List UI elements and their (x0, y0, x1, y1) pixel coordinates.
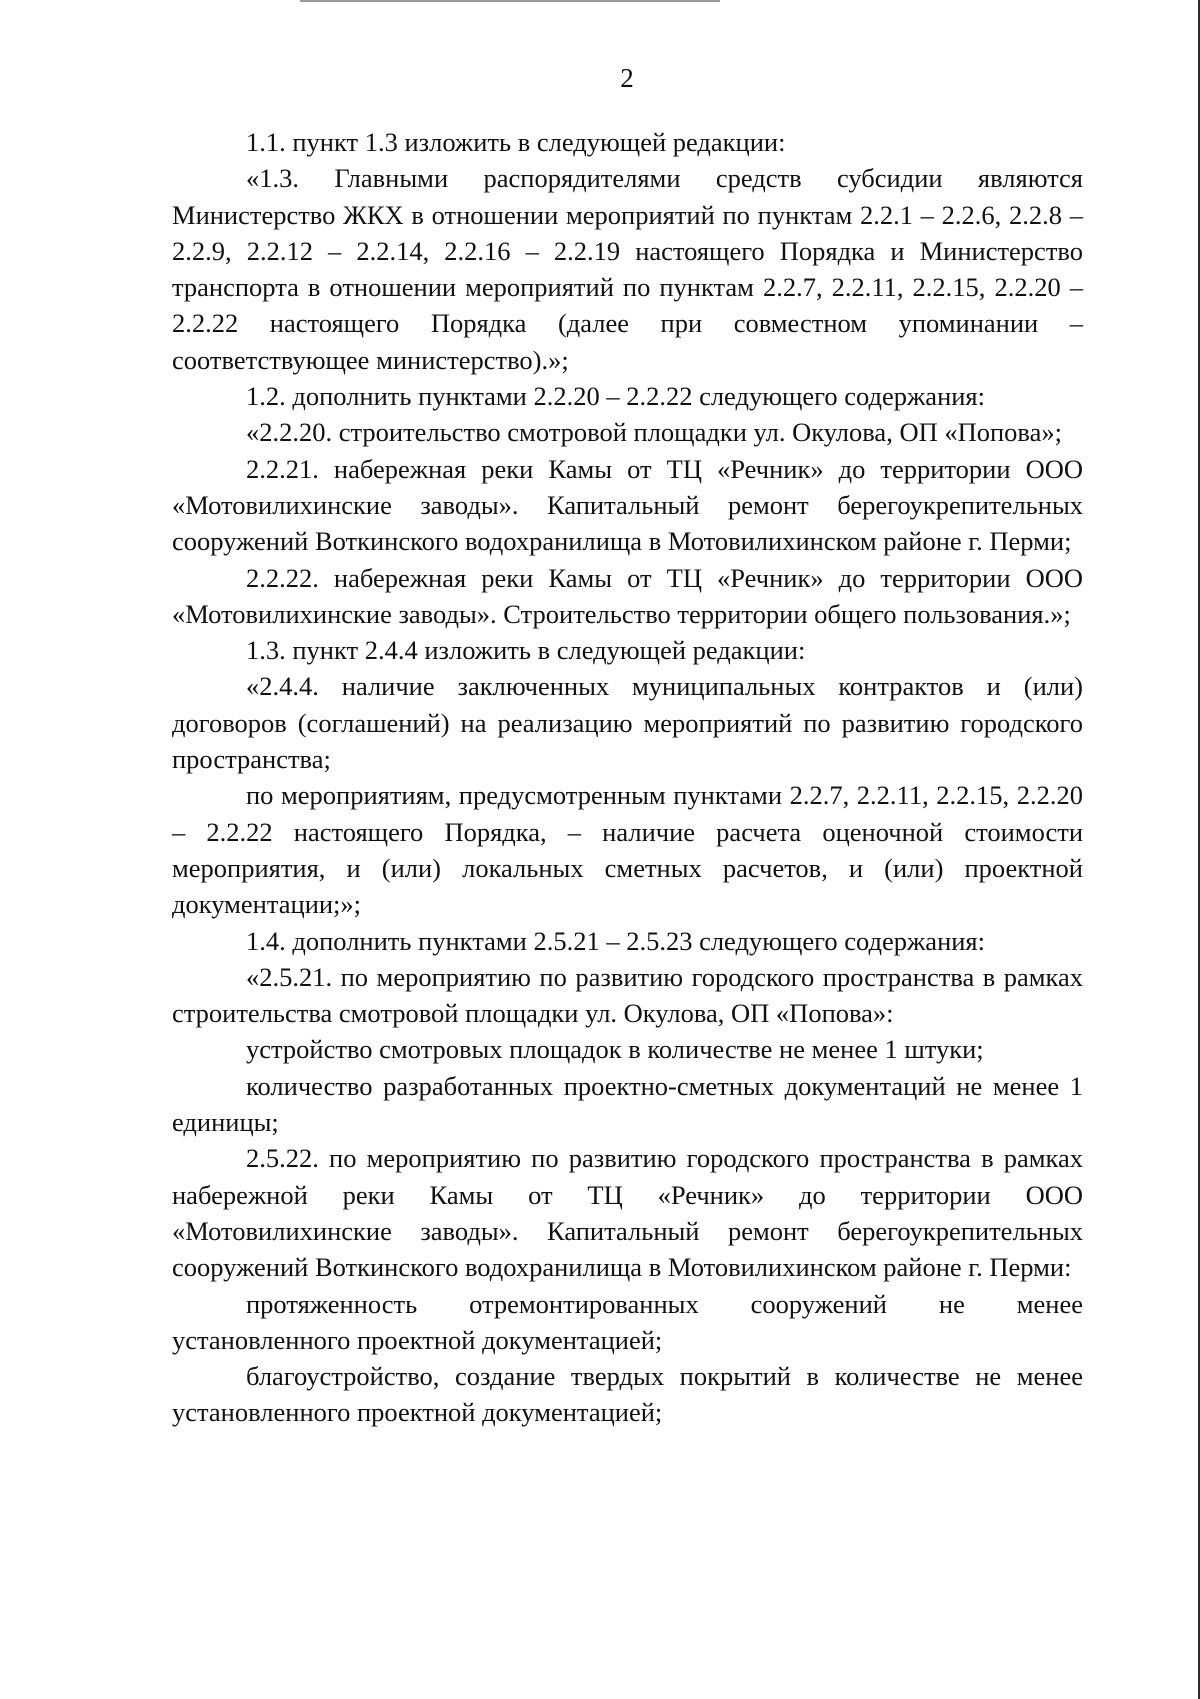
paragraph-2-5-22: 2.5.22. по мероприятию по развитию городского пространства в рамках набережной реки Камы от ТЦ «Речник» до территории ООО «Мотовилихинские заводы». Капитальный ремонт берегоукрепительных сооружений Воткинского водохранилища в Мотовилихинском районе г. Перми: (172, 1143, 1083, 1283)
paragraph-1-2: 1.2. дополнить пунктами 2.2.20 – 2.2.22 следующего содержания: (246, 381, 985, 412)
scan-edge-top (300, 0, 720, 2)
paragraph-1-3: 1.3. пункт 2.4.4 изложить в следующей редакции: (246, 635, 806, 666)
paragraph-2-4-4-continued: по мероприятиям, предусмотренным пунктами 2.2.7, 2.2.11, 2.2.15, 2.2.20 – 2.2.22 настоящего Порядка, – наличие расчета оценочной стоимости мероприятия, и (или) локальных сметных расчетов, и (или) проектной документации;»; (172, 780, 1083, 920)
paragraph-length-structures: протяженность отремонтированных сооружений не менее установленного проектной документацией; (172, 1288, 1083, 1355)
paragraph-1-1: 1.1. пункт 1.3 изложить в следующей редакции: (246, 127, 786, 157)
paragraph-2-2-22: 2.2.22. набережная реки Камы от ТЦ «Речник» до территории ООО «Мотовилихинские заводы». Строительство территории общего пользования.»; (172, 562, 1083, 629)
paragraph-1-4: 1.4. дополнить пунктами 2.5.21 – 2.5.23 следующего содержания: (246, 925, 985, 956)
paragraph-1-3-text: «1.3. Главными распорядителями средств субсидии являются Министерство ЖКХ в отношении мероприятий по пунктам 2.2.1 – 2.2.6, 2.2.8 – 2.2.9, 2.2.12 – 2.2.14, 2.2.16 – 2.2.19 настоящего Порядка и Министерство транспорта в отношении мероприятий по пунктам 2.2.7, 2.2.11, 2.2.15, 2.2.20 – 2.2.22 настоящего Порядка (далее при совместном упоминании – соответствующее министерство).»; (172, 163, 1083, 375)
paragraph-2-2-20: «2.2.20. строительство смотровой площадки ул. Окулова, ОП «Попова»; (246, 417, 1062, 448)
page-number: 2 (620, 63, 634, 93)
paragraph-2-4-4: «2.4.4. наличие заключенных муниципальных контрактов и (или) договоров (соглашений) на реализацию мероприятий по развитию городского пространства; (172, 671, 1083, 775)
paragraph-2-5-21: «2.5.21. по мероприятию по развитию городского пространства в рамках строительства смотровой площадки ул. Окулова, ОП «Попова»: (172, 961, 1083, 1029)
paragraph-landscaping: благоустройство, создание твердых покрытий в количестве не менее установленного проектной документацией; (172, 1361, 1083, 1428)
document-body (172, 124, 1083, 1431)
paragraph-design-documents: количество разработанных проектно-сметных документаций не менее 1 единицы; (172, 1070, 1083, 1138)
paragraph-observation-platforms: устройство смотровых площадок в количестве не менее 1 штуки; (246, 1034, 984, 1065)
paragraph-2-2-21: 2.2.21. набережная реки Камы от ТЦ «Речник» до территории ООО «Мотовилихинские заводы». Капитальный ремонт берегоукрепительных сооружений Воткинского водохранилища в Мотовилихинском районе г. Перми; (172, 453, 1083, 557)
